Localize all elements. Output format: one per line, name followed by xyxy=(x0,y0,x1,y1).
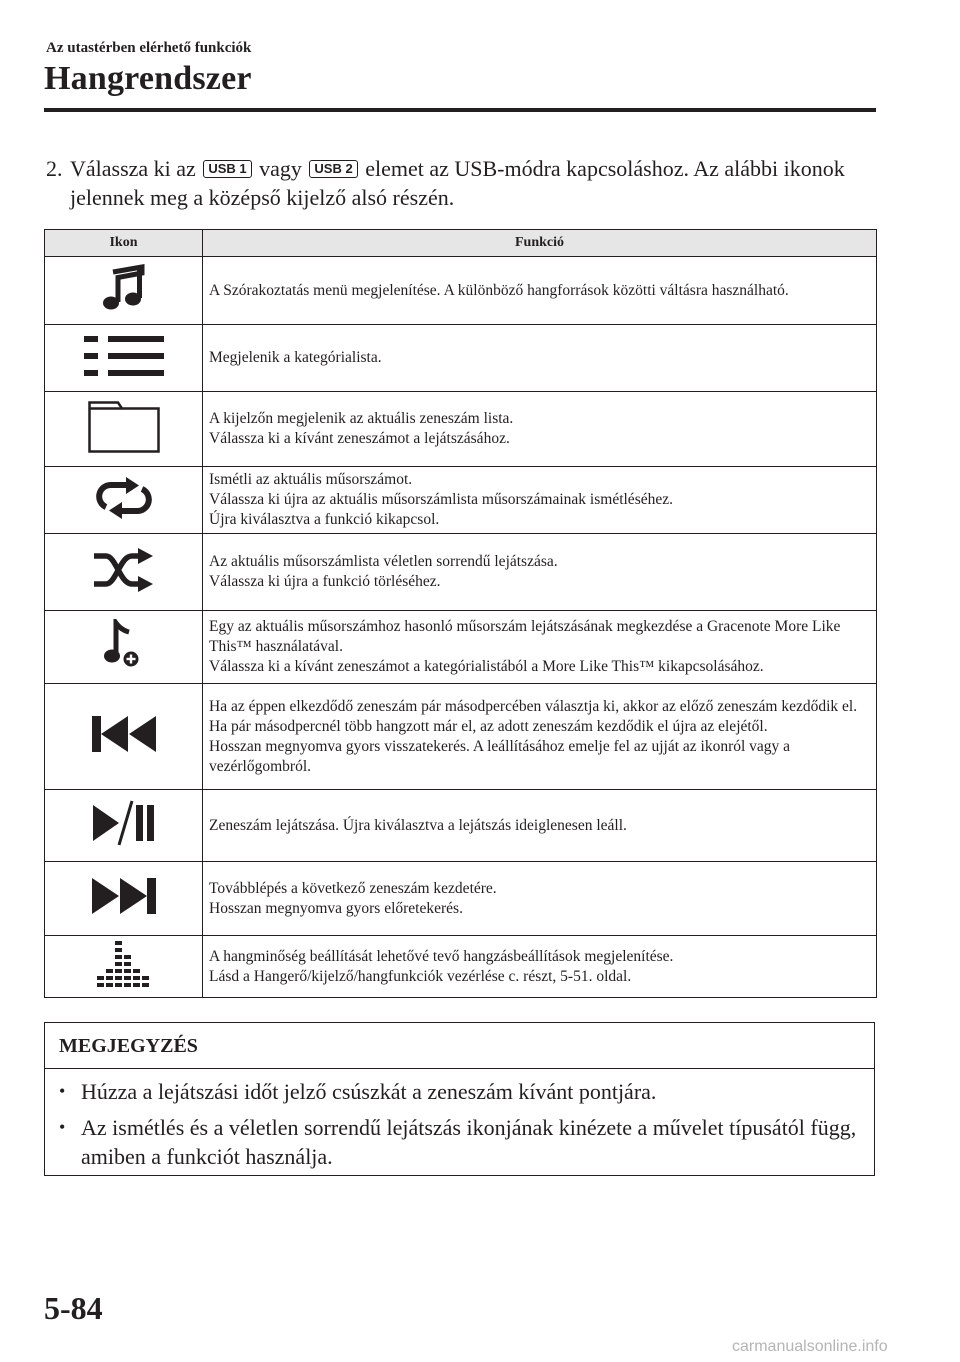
usb2-badge: USB 2 xyxy=(309,160,357,178)
function-text: Megjelenik a kategórialista. xyxy=(209,349,382,366)
table-row xyxy=(45,325,877,392)
usb1-badge: USB 1 xyxy=(203,160,251,178)
function-text: Az aktuális műsorszámlista véletlen sorrendű lejátszása. xyxy=(209,553,558,570)
note-list xyxy=(45,1069,874,1171)
function-text: A kijelzőn megjelenik az aktuális zeneszám lista. xyxy=(209,410,514,427)
function-text: Válassza ki újra az aktuális műsorszámlista műsorszámainak ismétléséhez. xyxy=(209,491,673,508)
step-text-before: Válassza ki az xyxy=(70,156,196,181)
icon-function-table xyxy=(44,229,877,998)
table-row xyxy=(45,611,877,684)
function-text: Lásd a Hangerő/kijelző/hangfunkciók vezérlése c. részt, 5-51. oldal. xyxy=(209,967,632,985)
step-text-middle: vagy xyxy=(259,156,302,181)
note-text: Húzza a lejátszási időt jelző csúszkát a zeneszám kívánt pontjára. xyxy=(81,1079,657,1104)
note-box xyxy=(44,1022,875,1176)
function-text: Válassza ki újra a funkció törléséhez. xyxy=(209,573,441,590)
table-row xyxy=(45,936,877,998)
shuffle-icon xyxy=(92,548,156,592)
step-text-after: elemet az USB-módra kapcsoláshoz. Az alábbi ikonok jelennek meg a középső kijelző alsó részén. xyxy=(70,156,845,210)
table-row xyxy=(45,534,877,611)
play-pause-icon xyxy=(93,799,155,847)
header-icon: Ikon xyxy=(45,230,203,257)
note-text: Az ismétlés és a véletlen sorrendű lejátszás ikonjának kinézete a művelet típusától függ, amiben a funkciót használja. xyxy=(81,1115,857,1169)
folder-icon xyxy=(88,401,160,453)
table-row xyxy=(45,467,877,534)
category-list-icon xyxy=(84,333,164,379)
music-note-icon xyxy=(102,264,146,312)
bullet-icon: • xyxy=(59,1117,66,1137)
note-title: MEGJEGYZÉS xyxy=(45,1023,874,1069)
function-text: Ha pár másodpercnél több hangzott már el, az adott zeneszám kezdődik el újra az elejétől. xyxy=(209,717,768,735)
table-row xyxy=(45,257,877,325)
function-text: Ismétli az aktuális műsorszámot. xyxy=(209,471,413,488)
bullet-icon: • xyxy=(59,1081,66,1101)
table-row xyxy=(45,392,877,467)
list-item xyxy=(59,1113,860,1171)
function-text: Hosszan megnyomva gyors visszatekerés. A leállításához emelje fel az ujját az ikonról vagy a vezérlőgombról. xyxy=(209,737,791,775)
function-text: Újra kiválasztva a funkció kikapcsol. xyxy=(209,511,440,528)
function-text: Zeneszám lejátszása. Újra kiválasztva a lejátszás ideiglenesen leáll. xyxy=(209,816,627,834)
skip-forward-icon xyxy=(92,876,156,916)
function-text: Ha az éppen elkezdődő zeneszám pár másodpercében választja ki, akkor az előző zeneszám kezdődik el. xyxy=(209,697,858,715)
page-title: Hangrendszer xyxy=(44,60,252,97)
page-number: 5-84 xyxy=(44,1290,103,1326)
skip-back-icon xyxy=(92,714,156,754)
function-text: Hosszan megnyomva gyors előretekerés. xyxy=(209,899,463,917)
section-label: Az utastérben elérhető funkciók xyxy=(46,40,252,56)
function-text: Továbblépés a következő zeneszám kezdetére. xyxy=(209,879,497,897)
title-rule xyxy=(44,108,876,112)
function-text: A Szórakoztatás menü megjelenítése. A különböző hangforrások közötti váltásra használható. xyxy=(209,281,789,299)
list-item xyxy=(59,1077,860,1106)
table-row xyxy=(45,862,877,936)
function-text: Válassza ki a kívánt zeneszámot a kategórialistából a More Like This™ kikapcsolásához. xyxy=(209,658,764,675)
watermark: carmanualsonline.info xyxy=(732,1338,888,1355)
function-text: Válassza ki a kívánt zeneszámot a lejátszásához. xyxy=(209,430,510,447)
step-number: 2. xyxy=(46,156,63,181)
step-instruction xyxy=(46,154,876,212)
more-like-this-icon xyxy=(104,619,144,671)
step-body xyxy=(70,154,876,212)
function-text: A hangminőség beállítását lehetővé tevő hangzásbeállítások megjelenítése. xyxy=(209,947,674,965)
equalizer-icon xyxy=(97,939,151,989)
header-function: Funkció xyxy=(203,230,877,257)
table-row xyxy=(45,790,877,862)
table-row xyxy=(45,684,877,790)
repeat-icon xyxy=(94,476,154,520)
table-header-row xyxy=(45,230,877,257)
function-text: Egy az aktuális műsorszámhoz hasonló műsorszám lejátszásának megkezdése a Gracenote More Like This™ használatával. xyxy=(209,618,841,655)
